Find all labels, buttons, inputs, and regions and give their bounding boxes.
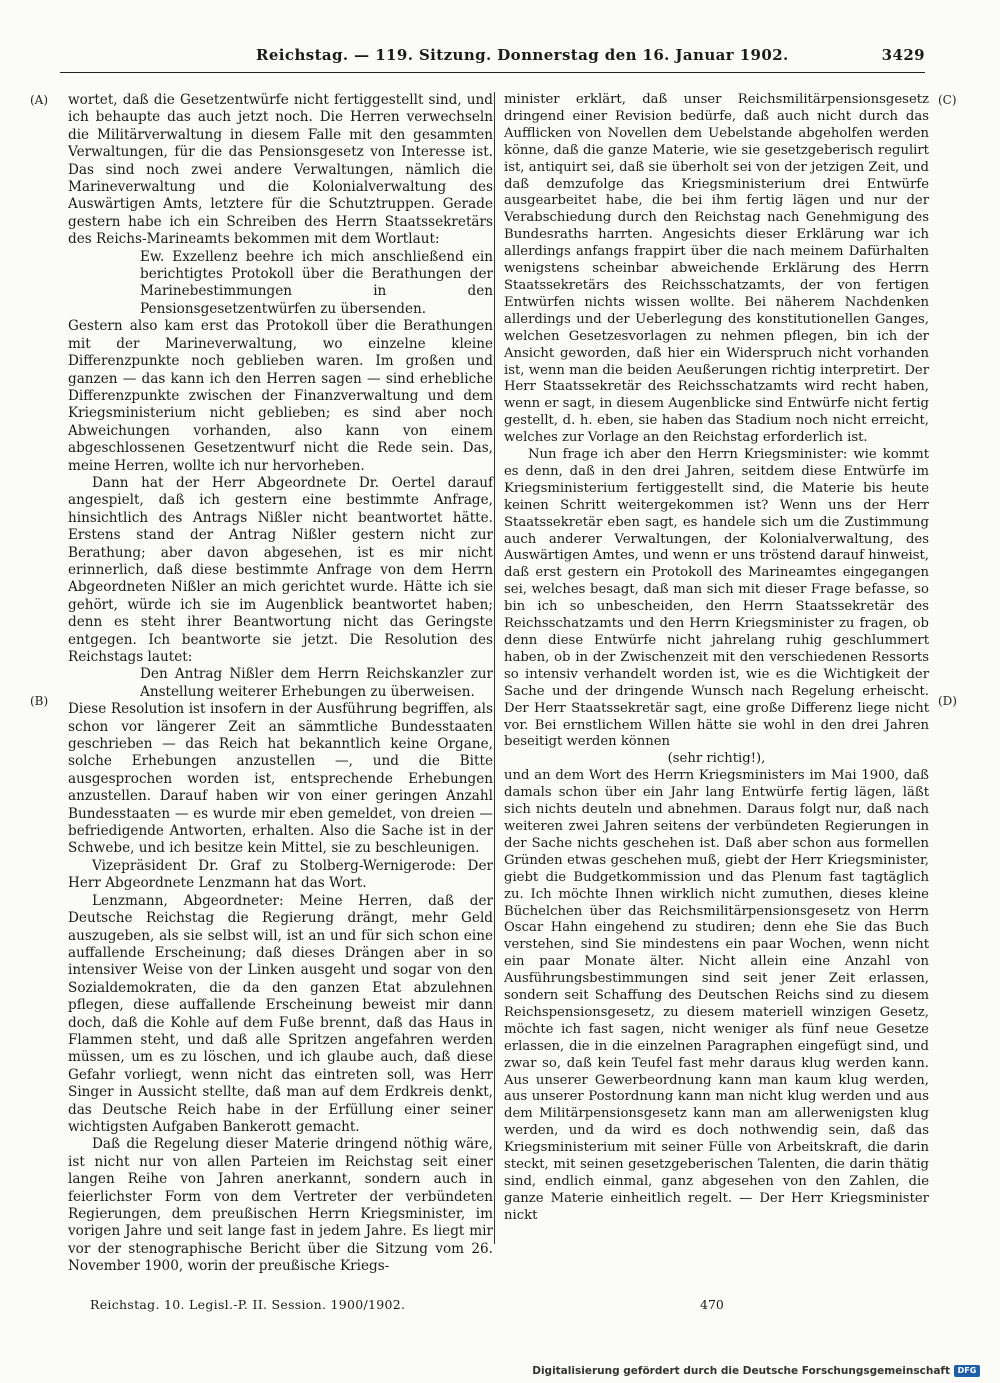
paragraph: wortet, daß die Gesetzentwürfe nicht fertiggestellt sind, und ich behaupte das auch jetzt noch. Die Herren verwechseln die Militärverwaltung in diesem Falle mit den gesammten Verwaltungen, für die das Pensionsgesetz von Interesse ist. Das sind noch zwei andere Verwaltungen, nämlich die Marineverwaltung und die Kolonialverwaltung des Auswärtigen Amts, letztere für die Schutztruppen. Gerade gestern habe ich ein Schreiben des Herrn Staatssekretärs des Reichs-Marineamts bekommen mit dem Wortlaut:: [68, 92, 493, 248]
paragraph: Nun frage ich aber den Herrn Kriegsminister: wie kommt es denn, daß in den drei Jahren, seitdem diese Entwürfe im Kriegsministerium fertiggestellt sind, die Materie bis heute keinen Schritt weitergekommen ist? Wenn uns der Herr Staatssekretär eben sagt, es handele sich um die Zustimmung auch anderer Verwaltungen, der Kolonialverwaltung, des Auswärtigen Amtes, und wenn er uns tröstend darauf hinweist, daß erst gestern ein Protokoll des Marineamtes eingegangen sei, welches besagt, daß man sich mit dieser Frage befasse, so bin ich so unbescheiden, den Herrn Staatssekretär des Reichsschatzamts und den Herrn Kriegsminister zu fragen, ob denn diese Entwürfe nicht jahrelang ruhig geschlummert haben, ob in der Zwischenzeit mit den verschiedenen Ressorts so intensiv verhandelt worden ist, wie es die Wichtigkeit der Sache und der dringende Wunsch nach Regelung erheischt. Der Herr Staatssekretär sagt, eine große Differenz liege nicht vor. Bei ernstlichem Willen hätte sie wohl in den drei Jahren beseitigt werden können: [504, 447, 929, 750]
paragraph: Gestern also kam erst das Protokoll über die Berathungen mit der Marineverwaltung, wo einzelne kleine Differenzpunkte noch geblieben waren. Im großen und ganzen — das kann ich den Herren sagen — sind erhebliche Differenzpunkte zwischen der Finanzverwaltung und dem Kriegsministerium nicht geblieben; es sind aber noch Abweichungen vorhanden, also kann von einem abgeschlossenen Gesetzentwurf nicht die Rede sein. Das, meine Herren, wollte ich nur hervorheben.: [68, 318, 493, 474]
paragraph: Den Antrag Nißler dem Herrn Reichskanzler zur Anstellung weiterer Erhebungen zu überweisen.: [140, 666, 493, 700]
margin-marker-d: (D): [938, 694, 957, 708]
dfg-logo-icon: DFG: [954, 1365, 980, 1377]
paragraph: (sehr richtig!),: [667, 751, 766, 767]
paragraph: minister erklärt, daß unser Reichsmilitärpensionsgesetz dringend einer Revision bedürfe, daß auch nicht durch das Aufflicken von Novellen dem Uebelstande abgeholfen werden könne, daß die ganze Materie, wie sie gesetzgeberisch regulirt ist, antiquirt sei, daß sie überholt sei von der jetzigen Zeit, und daß demzufolge das Kriegsministerium drei Entwürfe ausgearbeitet habe, die bei ihm fertig lägen und nur der Verabschiedung durch den Reichstag nach Genehmigung des Bundesraths harrten. Angesichts dieser Erklärung war ich allerdings anfangs frappirt über die nach meinem Dafürhalten wenigstens scheinbar abweichende Erklärung des Herrn Staatssekretärs des Reichsschatzamts, der von fertigen Entwürfen nichts wissen wollte. Bei näherem Nachdenken allerdings und der Ueberlegung des konstitutionellen Ganges, welchen Gesetzesvorlagen zu nehmen pflegen, bin ich der Ansicht geworden, daß hier ein Widerspruch nicht vorhanden ist, wenn man die beiden Aeußerungen richtig interpretirt. Der Herr Staatssekretär des Reichsschatzamts wird recht haben, wenn er sagt, in diesem Augenblicke sind Entwürfe nicht fertig gestellt, d. h. eben, sie haben das Stadium noch nicht erreicht, welches zur Vorlage an den Reichstag erforderlich ist.: [504, 92, 929, 446]
margin-marker-b: (B): [30, 694, 49, 708]
header-rule: [60, 72, 925, 73]
credit-text: Digitalisierung gefördert durch die Deutsche Forschungsgemeinschaft: [532, 1365, 950, 1377]
paragraph: Lenzmann, Abgeordneter: Meine Herren, daß der Deutsche Reichstag die Regierung drängt, mehr Geld auszugeben, als sie selbst will, ist an und für sich schon eine auffallende Erscheinung; daß dieses Drängen aber in so intensiver Weise von der Linken ausgeht und sogar von den Sozialdemokraten, die da den ganzen Etat abzulehnen pflegen, diese auffallende Erscheinung beweist mir dann doch, daß die Kohle auf dem Fuße brennt, daß das Haus in Flammen steht, und daß alle Spritzen angefahren werden müssen, um es zu löschen, und ich glaube auch, daß diese Gefahr vorliegt, wenn nicht das eintreten soll, was Herr Singer in Aussicht stellte, daß man auf dem Erdkreis denkt, das Deutsche Reich habe in der Erfüllung einer seiner wichtigsten Aufgaben Bankerott gemacht.: [68, 892, 493, 1135]
paragraph: und an dem Wort des Herrn Kriegsministers im Mai 1900, daß damals schon über ein Jahr lang Entwürfe fertig lägen, läßt sich nichts deuteln und abnehmen. Daraus folgt nur, daß nach weiteren zwei Jahren seitens der verbündeten Regierungen in der Sache nichts geschehen ist. Daß aber schon aus formellen Gründen etwas geschehen muß, giebt der Herr Kriegsminister, giebt die Budgetkommission und das Plenum fast tagtäglich zu. Ich möchte Ihnen wirklich nicht zumuthen, dieses kleine Büchelchen über das Reichsmilitärpensionsgesetz von Herrn Oscar Hahn eingehend zu studiren; denn ehe Sie das Buch verstehen, sind Sie mindestens ein paar Wochen, wenn nicht ein paar Monate älter. Nicht allein eine Anzahl von Ausführungsbestimmungen sind seit jener Zeit erlassen, sondern seit Schaffung des Deutschen Reichs sind zu diesem Reichspensionsgesetz, zu diesem materiell winzigen Gesetz, möchte ich fast sagen, nicht weniger als fünf neue Gesetze erlassen, die in die einzelnen Paragraphen eingefügt sind, und zwar so, daß kein Teufel fast mehr daraus klug werden kann. Aus unserer Gewerbeordnung kann man kaum klug werden, aus unserer Postordnung kann man nicht klug werden und aus dem Militärpensionsgesetz kann man am allerwenigsten klug werden, und da wird es doch nothwendig sein, daß das Kriegsministerium mit seiner Fülle von Arbeitskraft, die darin steckt, mit seinen gesetzgeberischen Talenten, die darin thätig sind, endlich einmal, ganz abgesehen von den Zahlen, die ganze Materie einheitlich regelt. — Der Herr Kriegsminister nickt: [504, 768, 929, 1223]
column-divider: [494, 92, 495, 1244]
paragraph: Diese Resolution ist insofern in der Ausführung begriffen, als schon vor längerer Zeit an sämmtliche Bundesstaaten geschrieben — das Reich hat bekanntlich keine Organe, solche Erhebungen anzustellen —, und die Bitte ausgesprochen worden ist, entsprechende Erhebungen anzustellen. Darauf haben wir von einer geringen Anzahl Bundesstaaten — es wurde mir eben gemeldet, von dreien — befriedigende Antworten, erhalten. Also die Sache ist in der Schwebe, und ich besitze kein Mittel, sie zu beschleunigen.: [68, 701, 493, 857]
page-header-title: Reichstag. — 119. Sitzung. Donnerstag den 16. Januar 1902.: [256, 46, 789, 64]
paragraph: Vizepräsident Dr. Graf zu Stolberg-Wernigerode: Der Herr Abgeordnete Lenzmann hat das Wort.: [68, 857, 493, 892]
paragraph: Dann hat der Herr Abgeordnete Dr. Oertel darauf angespielt, daß ich gestern eine bestimmte Anfrage, hinsichtlich des Antrags Nißler nicht beantwortet hätte. Erstens stand der Antrag Nißler gestern nicht zur Berathung; aber davon abgesehen, ist es mir nicht erinnerlich, daß diese bestimmte Anfrage von dem Herrn Abgeordneten Nißler an mich gerichtet wurde. Hätte ich sie gehört, würde ich sie im Augenblick beantwortet haben; denn es steht ihrer Beantwortung nicht das Geringste entgegen. Ich beantworte sie jetzt. Die Resolution des Reichstags lautet:: [68, 474, 493, 665]
footer-session-info: Reichstag. 10. Legisl.-P. II. Session. 1900/1902.: [90, 1297, 406, 1312]
footer-sheet-number: 470: [700, 1297, 724, 1312]
left-column: [68, 92, 493, 1276]
page-number: 3429: [881, 46, 925, 64]
margin-marker-a: (A): [30, 93, 49, 107]
right-column: [504, 92, 929, 1225]
paragraph: Daß die Regelung dieser Materie dringend nöthig wäre, ist nicht nur von allen Parteien im Reichstag seit einer langen Reihe von Jahren anerkannt, sondern auch in feierlichster Form von dem Vertreter der verbündeten Regierungen, dem preußischen Herrn Kriegsminister, im vorigen Jahre und seit lange fast in jedem Jahre. Es liegt mir vor der stenographische Bericht über die Sitzung vom 26. November 1900, worin der preußische Kriegs-: [68, 1136, 493, 1275]
paragraph: Ew. Exzellenz beehre ich mich anschließend ein berichtigtes Protokoll über die Berathungen der Marinebestimmungen in den Pensionsgesetzentwürfen zu übersenden.: [140, 248, 493, 317]
digitization-credit: [532, 1363, 980, 1379]
margin-marker-c: (C): [938, 93, 957, 107]
running-header: [60, 46, 925, 72]
